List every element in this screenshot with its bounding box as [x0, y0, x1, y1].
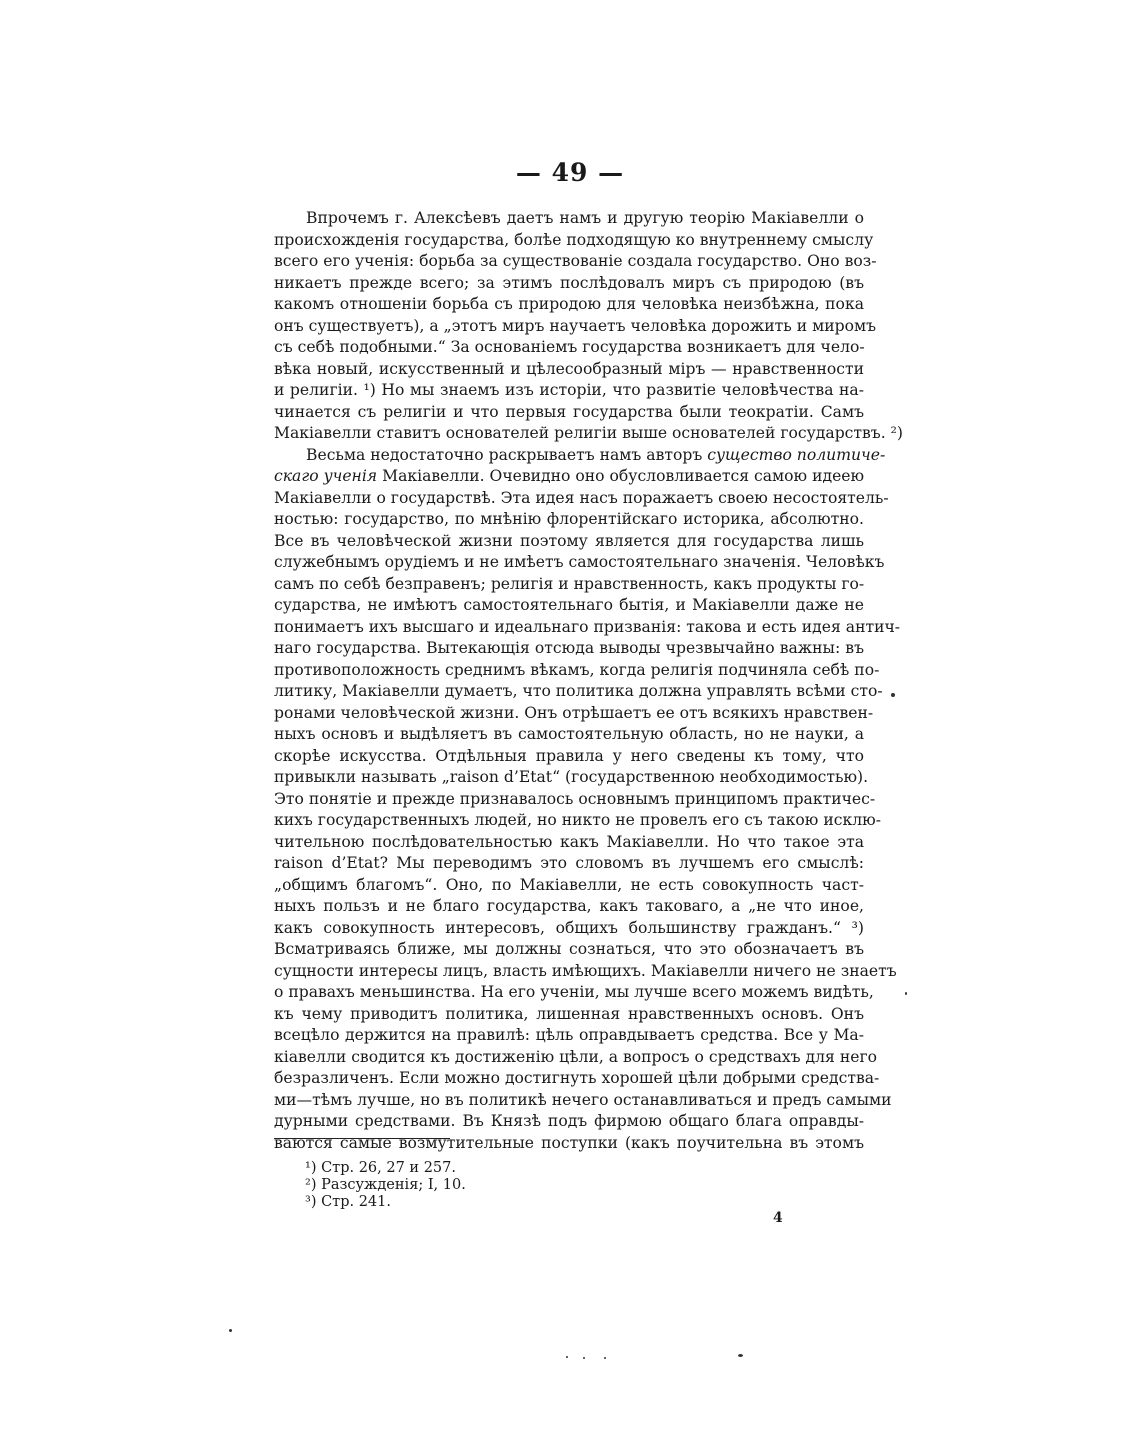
scan-speck	[891, 693, 895, 697]
line-text: онъ существуетъ), а „этотъ миръ научаетъ человѣка дорожить и миромъ	[274, 316, 877, 335]
text-line	[274, 681, 883, 703]
line-text: литику, Макіавелли думаетъ, что политика должна управлять всѣми сто-	[274, 682, 883, 700]
text-line	[274, 595, 864, 617]
text-line	[274, 337, 864, 359]
line-text: всецѣло держится на правилѣ: цѣль оправдываетъ средства. Все у Ма-	[274, 1026, 864, 1044]
line-text: никаетъ прежде всего; за этимъ послѣдовалъ миръ съ природою (въ	[274, 273, 864, 292]
line-text: ныхъ основъ и выдѣляетъ въ самостоятельную область, но не науки, а	[274, 725, 864, 743]
text-line	[274, 767, 869, 789]
footnotes	[305, 1160, 466, 1211]
text-line	[274, 939, 864, 961]
italic-phrase: существо политиче-	[707, 445, 886, 464]
text-line	[274, 1111, 864, 1133]
text-line	[274, 423, 903, 445]
text-line	[274, 617, 901, 639]
text-line	[274, 832, 864, 854]
line-text: сударства, не имѣютъ самостоятельнаго бытія, и Макіавелли даже не	[274, 596, 864, 614]
text-line	[274, 1004, 864, 1026]
line-text: служебнымъ орудіемъ и не имѣетъ самостоятельнаго значенія. Человѣкъ	[274, 553, 885, 571]
text-line	[274, 380, 864, 402]
footnote-2: ²) Разсужденія; I, 10.	[305, 1177, 466, 1193]
line-text: ваются самые возмутительные поступки (какъ поучительна въ этомъ	[274, 1133, 864, 1152]
text-line	[274, 746, 864, 768]
text-line	[274, 552, 885, 574]
text-line	[274, 273, 864, 295]
line-text: какомъ отношеніи борьба съ природою для человѣка неизбѣжна, пока	[274, 295, 864, 313]
text-line	[274, 724, 864, 746]
line-text: скорѣе искусства. Отдѣльныя правила у него сведены къ тому, что	[274, 746, 864, 765]
text-line	[274, 230, 874, 252]
text-line	[274, 294, 864, 316]
line-text: Всматриваясь ближе, мы должны сознаться, что это обозначаетъ въ	[274, 940, 864, 958]
text-line	[274, 316, 877, 338]
line-text: противоположность среднимъ вѣкамъ, когда религія подчиняла себѣ по-	[274, 660, 880, 679]
line-text: Это понятіе и прежде признавалось основнымъ принципомъ практичес-	[274, 789, 876, 808]
line-text: Макіавелли о государствѣ. Эта идея насъ поражаетъ своею несостоятель-	[274, 488, 889, 507]
line-text: Весьма недостаточно раскрываетъ намъ авторъ	[306, 445, 703, 464]
line-text: какъ совокупность интересовъ, общихъ большинству гражданъ.“ ³)	[274, 918, 864, 937]
text-line	[274, 703, 874, 725]
body-text	[274, 208, 903, 1154]
line-text: наго государства. Вытекающія отсюда выводы чрезвычайно важны: въ	[274, 639, 864, 657]
text-line	[274, 359, 864, 381]
line-text: самъ по себѣ безправенъ; религія и нравственность, какъ продукты го-	[274, 574, 865, 593]
line-text: ныхъ пользъ и не благо государства, какъ таковаго, а „не что иное,	[274, 897, 864, 915]
line-text: Все въ человѣческой жизни поэтому является для государства лишь	[274, 531, 864, 550]
line-text: чительною послѣдовательностью какъ Макіавелли. Но что такое эта	[274, 832, 864, 851]
line-text: кихъ государственныхъ людей, но никто не провелъ его съ такою исклю-	[274, 811, 881, 829]
text-line	[274, 1090, 892, 1112]
text-line	[274, 660, 880, 682]
line-text: „общимъ благомъ“. Оно, по Макіавелли, не есть совокупность част-	[274, 875, 864, 894]
line-text: всего его ученія: борьба за существованіе создала государство. Оно воз-	[274, 252, 877, 270]
line-text: о правахъ меньшинства. На его ученіи, мы лучше всего можемъ видѣть,	[274, 983, 874, 1001]
line-text: кіавелли сводится къ достиженію цѣли, а вопросъ о средствахъ для него	[274, 1047, 878, 1066]
line-text: и религіи. ¹) Но мы знаемъ изъ исторіи, что развитіе человѣчества на-	[274, 381, 864, 399]
scan-speck	[604, 1357, 606, 1359]
line-text: происхожденія государства, болѣе подходящую ко внутреннему смыслу	[274, 230, 874, 249]
text-line	[274, 961, 897, 983]
scan-speck	[738, 1354, 743, 1357]
line-text: къ чему приводитъ политика, лишенная нравственныхъ основъ. Онъ	[274, 1004, 864, 1023]
line-text: вѣка новый, искусственный и цѣлесообразный міръ — нравственности	[274, 359, 864, 378]
italic-phrase: скаго ученія	[274, 467, 378, 485]
scan-speck	[583, 1357, 585, 1359]
text-line	[274, 509, 864, 531]
text-line	[274, 1133, 864, 1155]
text-line	[274, 810, 881, 832]
scan-speck	[229, 1329, 232, 1332]
line-text: Впрочемъ г. Алексѣевъ даетъ намъ и другую теорію Макіавелли о	[306, 209, 864, 227]
footnote-separator	[274, 1138, 450, 1139]
line-text: Макіавелли. Очевидно оно обусловливается самою идеею	[382, 467, 865, 485]
text-line	[274, 1068, 880, 1090]
scan-speck	[566, 1356, 568, 1358]
text-line	[274, 638, 864, 660]
line-text: чинается съ религіи и что первыя государства были теократіи. Самъ	[274, 402, 864, 421]
line-text: сущности интересы лицъ, власть имѣющихъ. Макіавелли ничего не знаетъ	[274, 961, 897, 980]
text-line	[274, 853, 864, 875]
text-line	[274, 466, 864, 488]
text-line	[274, 402, 864, 424]
line-text: безразличенъ. Если можно достигнуть хорошей цѣли добрыми средства-	[274, 1069, 880, 1087]
text-line	[274, 1025, 864, 1047]
line-text: ми—тѣмъ лучше, но въ политикѣ нечего останавливаться и предъ самыми	[274, 1090, 892, 1109]
text-line	[274, 896, 864, 918]
text-line	[274, 488, 889, 510]
scan-speck	[905, 992, 907, 995]
line-text: понимаетъ ихъ высшаго и идеальнаго призванія: такова и есть идея антич-	[274, 617, 901, 636]
line-text: ронами человѣческой жизни. Онъ отрѣшаетъ ее отъ всякихъ нравствен-	[274, 703, 874, 722]
text-line	[274, 982, 874, 1004]
text-line	[274, 251, 877, 273]
text-line	[274, 445, 886, 467]
signature-mark: 4	[773, 1210, 783, 1226]
line-text: raison d’Etat? Мы переводимъ это словомъ въ лучшемъ его смыслѣ:	[274, 854, 864, 872]
page-number: — 49 —	[515, 158, 625, 187]
text-line	[274, 789, 876, 811]
footnote-3: ³) Стр. 241.	[305, 1194, 391, 1210]
text-line	[274, 918, 864, 940]
text-line	[274, 531, 864, 553]
text-line	[274, 574, 864, 596]
line-text: дурными средствами. Въ Князѣ подъ фирмою общаго блага оправды-	[274, 1112, 864, 1130]
line-text: съ себѣ подобными.“ За основаніемъ государства возникаетъ для чело-	[274, 338, 865, 356]
text-line	[274, 208, 864, 230]
line-text: привыкли называть „raison d’Etat“ (государственною необходимостью).	[274, 768, 869, 786]
footnote-1: ¹) Стр. 26, 27 и 257.	[305, 1160, 456, 1176]
text-line	[274, 875, 864, 897]
text-line	[274, 1047, 878, 1069]
line-text: ностью: государство, по мнѣнію флорентійскаго историка, абсолютно.	[274, 510, 864, 528]
line-text: Макіавелли ставитъ основателей религіи выше основателей государствъ. ²)	[274, 424, 903, 442]
